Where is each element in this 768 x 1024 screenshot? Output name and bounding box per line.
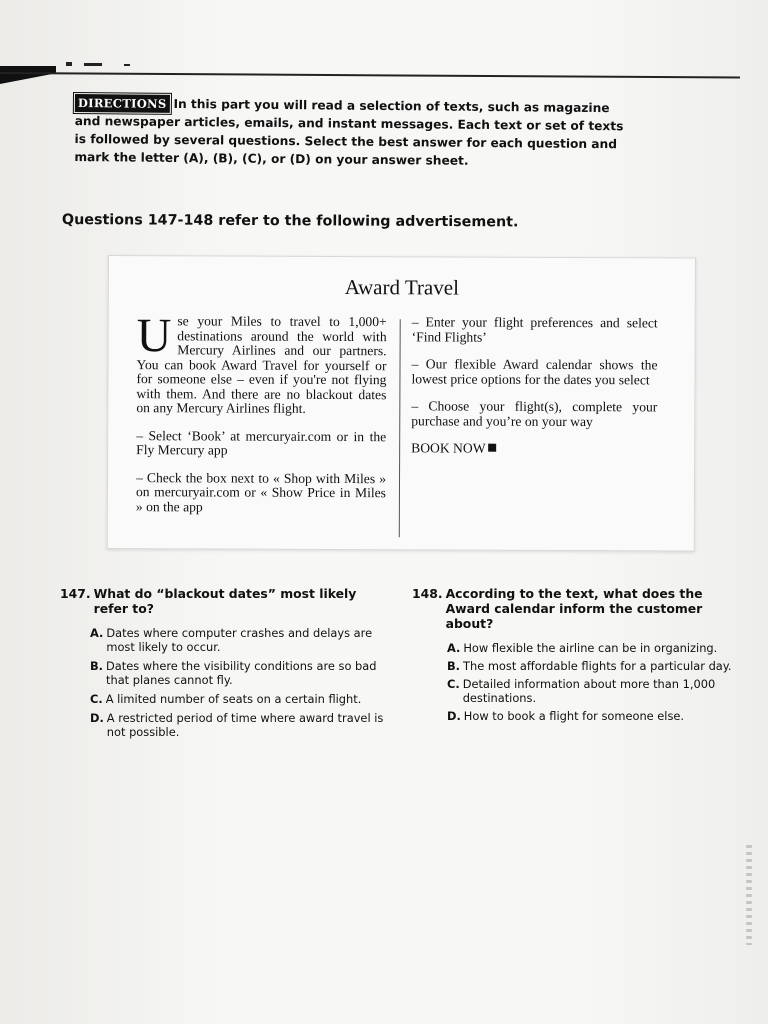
option-letter: A. bbox=[447, 641, 461, 655]
square-bullet-icon bbox=[489, 444, 497, 452]
answer-option-a bbox=[447, 641, 737, 655]
option-text: How to book a flight for someone else. bbox=[463, 709, 685, 723]
ad-intro-text: se your Miles to travel to 1,000+ destinations around the world with Mercury Airlines and our partners. You can book Award Travel for yourself or for someone else – even if you're not flying with them. And there are no blackout dates on any Mercury Airlines flight. bbox=[136, 313, 387, 416]
option-text: How flexible the airline can be in organizing. bbox=[463, 641, 718, 655]
question-148 bbox=[412, 586, 737, 727]
answer-option-d bbox=[447, 709, 737, 723]
question-number: 147. bbox=[60, 586, 91, 601]
option-letter: A. bbox=[90, 626, 104, 640]
ad-step-2: – Check the box next to « Shop with Miles » on mercuryair.com or « Show Price in Miles » on the app bbox=[135, 469, 387, 514]
option-letter: C. bbox=[447, 677, 460, 691]
option-letter: D. bbox=[447, 709, 461, 723]
option-text: Detailed information about more than 1,000 destinations. bbox=[462, 677, 716, 705]
option-text: A restricted period of time where award travel is not possible. bbox=[106, 711, 384, 739]
header-fragment bbox=[66, 62, 72, 66]
answer-options bbox=[90, 626, 390, 739]
ad-right-column bbox=[411, 315, 658, 457]
advertisement-box bbox=[107, 255, 696, 552]
option-text: Dates where the visibility conditions are so bad that planes cannot fly. bbox=[106, 659, 377, 687]
book-now-text: BOOK NOW bbox=[411, 440, 486, 456]
option-text: The most affordable flights for a particular day. bbox=[463, 659, 732, 673]
header-fragment bbox=[124, 64, 130, 66]
option-letter: D. bbox=[90, 711, 104, 725]
ad-step-3: – Enter your flight preferences and select ‘Find Flights’ bbox=[411, 314, 658, 345]
answer-option-c bbox=[90, 692, 390, 706]
directions-badge: DIRECTIONS bbox=[75, 94, 170, 113]
option-text: A limited number of seats on a certain flight. bbox=[105, 692, 362, 706]
question-number: 148. bbox=[412, 586, 443, 601]
option-letter: B. bbox=[447, 659, 461, 673]
answer-option-b bbox=[90, 659, 390, 687]
ad-step-4: – Our flexible Award calendar shows the lowest price options for the dates you select bbox=[411, 356, 658, 387]
question-text: According to the text, what does the Award calendar inform the customer about? bbox=[445, 586, 703, 631]
question-text: What do “blackout dates” most likely refer to? bbox=[93, 586, 357, 616]
directions bbox=[74, 94, 635, 171]
questions-range-heading: Questions 147-148 refer to the following advertisement. bbox=[61, 212, 519, 231]
answer-option-b bbox=[447, 659, 737, 673]
ad-left-column bbox=[135, 309, 387, 528]
answer-option-c bbox=[447, 677, 737, 705]
answer-options bbox=[447, 641, 737, 723]
answer-option-a bbox=[90, 626, 390, 654]
book-now-line bbox=[411, 441, 657, 457]
ad-intro-paragraph bbox=[136, 309, 387, 417]
header-fragment bbox=[84, 63, 102, 66]
option-letter: C. bbox=[90, 692, 103, 706]
answer-option-d bbox=[90, 711, 390, 739]
directions-text: In this part you will read a selection of texts, such as magazine and newspaper articles, emails, and instant messages. Each text or set of texts is followed by several questions. Select the best answer for each question and mark the letter (A), (B), (C), or (D) on your answer sheet. bbox=[74, 96, 624, 168]
ad-step-5: – Choose your flight(s), complete your purchase and you’re on your way bbox=[411, 398, 658, 429]
ad-step-1: – Select ‘Book’ at mercuryair.com or in the Fly Mercury app bbox=[136, 427, 387, 458]
question-147-heading bbox=[60, 586, 390, 616]
option-text: Dates where computer crashes and delays are most likely to occur. bbox=[106, 626, 373, 654]
option-letter: B. bbox=[90, 659, 104, 673]
ad-title: Award Travel bbox=[344, 275, 459, 300]
drop-cap: U bbox=[136, 309, 172, 363]
question-148-heading bbox=[412, 586, 737, 631]
question-147 bbox=[60, 586, 390, 744]
column-divider bbox=[399, 319, 401, 537]
